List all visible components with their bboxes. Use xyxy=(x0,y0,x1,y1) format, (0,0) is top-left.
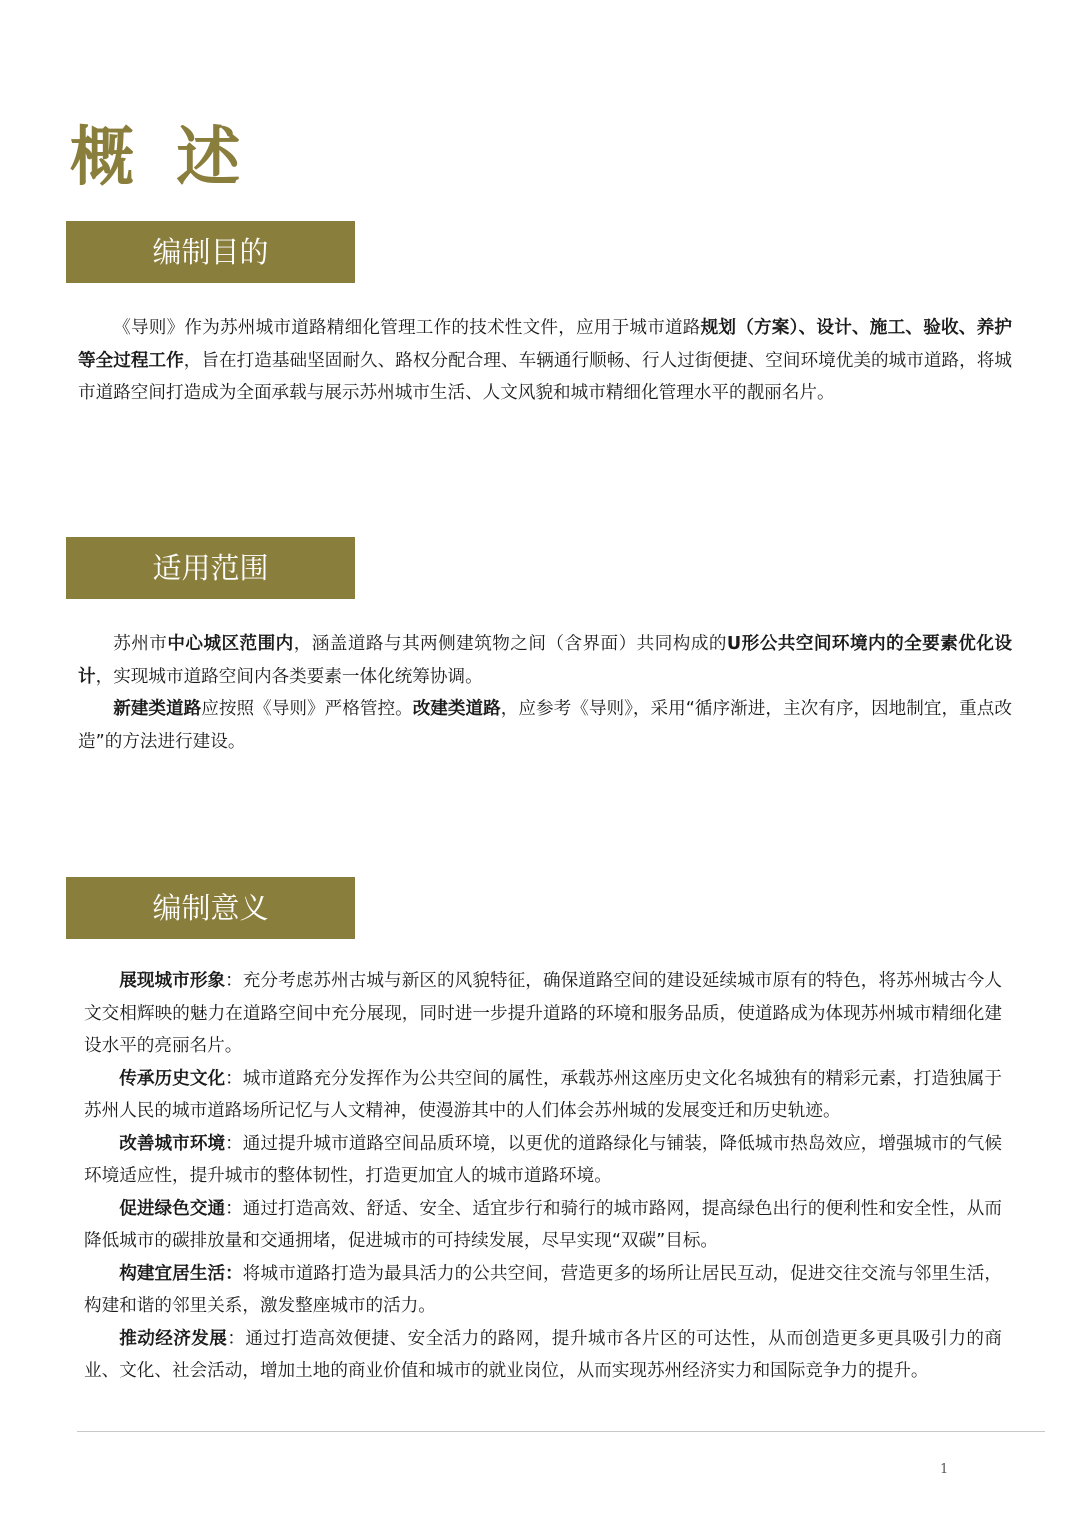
text-run: ，应参考《导则》，采用“循序渐进，主次有序，因地制宜，重点改造”的方法进行建设。 xyxy=(78,699,1012,752)
text-run: ：城市道路充分发挥作为公共空间的属性，承载苏州这座历史文化名城独有的精彩元素，打造独属于苏州人民的城市道路场所记忆与人文精神，使漫游其中的人们体会苏州城的发展变迁和历史轨迹。 xyxy=(84,1068,1002,1121)
paragraph xyxy=(84,965,1002,1063)
paragraph xyxy=(78,312,1012,410)
section-heading-purpose: 编制目的 xyxy=(66,221,355,283)
bold-term: 规划（方案）、设计、施工、验收、养护等全过程工作 xyxy=(78,318,1012,371)
paragraph xyxy=(84,1128,1002,1193)
text-run: ：充分考虑苏州古城与新区的风貌特征，确保道路空间的建设延续城市原有的特色，将苏州城古今人文交相辉映的魅力在道路空间中充分展现，同时进一步提升道路的环境和服务品质，使道路成为体现苏州城市精细化建设水平的亮丽名片。 xyxy=(84,971,1002,1056)
section-body-purpose xyxy=(78,312,1012,410)
page-number: 1 xyxy=(940,1462,949,1477)
text-run: ：通过打造高效、舒适、安全、适宜步行和骑行的城市路网，提高绿色出行的便利性和安全性，从而降低城市的碳排放量和交通拥堵，促进城市的可持续发展，尽早实现“双碳”目标。 xyxy=(84,1198,1002,1251)
bold-term: 促进绿色交通 xyxy=(119,1198,226,1219)
text-run: 将城市道路打造为最具活力的公共空间，营造更多的场所让居民互动，促进交往交流与邻里生活，构建和谐的邻里关系，激发整座城市的活力。 xyxy=(84,1263,1002,1316)
bold-term: 推动经济发展 xyxy=(119,1328,228,1349)
paragraph xyxy=(84,1063,1002,1128)
bold-term: 传承历史文化 xyxy=(119,1068,226,1089)
bold-term: U形公共空间环境内的全要素优化设计 xyxy=(78,634,1012,687)
bold-term: 展现城市形象 xyxy=(119,971,226,991)
section-heading-significance: 编制意义 xyxy=(66,877,355,939)
page-title: 概 述 xyxy=(70,121,251,195)
text-run: 《导则》作为苏州城市道路精细化管理工作的技术性文件，应用于城市道路 xyxy=(113,318,701,338)
section-body-significance xyxy=(84,965,1002,1388)
paragraph xyxy=(78,628,1012,693)
text-run: 苏州市 xyxy=(113,634,168,654)
text-run: ，实现城市道路空间内各类要素一体化统筹协调。 xyxy=(95,666,483,687)
paragraph xyxy=(78,693,1012,758)
text-run: ：通过提升城市道路空间品质环境，以更优的道路绿化与铺装，降低城市热岛效应，增强城市的气候环境适应性，提升城市的整体韧性，打造更加宜人的城市道路环境。 xyxy=(84,1133,1002,1186)
paragraph xyxy=(84,1193,1002,1258)
bold-term: 改善城市环境 xyxy=(119,1133,226,1154)
section-heading-scope: 适用范围 xyxy=(66,537,355,599)
text-run: ，涵盖道路与其两侧建筑物之间（含界面）共同构成的 xyxy=(293,634,727,654)
text-run: ：通过打造高效便捷、安全活力的路网，提升城市各片区的可达性，从而创造更多更具吸引力的商业、文化、社会活动，增加土地的商业价值和城市的就业岗位，从而实现苏州经济实力和国际竞争力的提升。 xyxy=(84,1328,1002,1381)
bold-term: 中心城区范围内 xyxy=(167,634,294,654)
footer-divider xyxy=(77,1431,1045,1432)
bold-term: 构建宜居生活： xyxy=(119,1263,243,1284)
paragraph xyxy=(84,1323,1002,1388)
bold-term: 改建类道路 xyxy=(412,699,501,719)
text-run: 应按照《导则》严格管控。 xyxy=(201,699,413,719)
section-body-scope xyxy=(78,628,1012,758)
bold-term: 新建类道路 xyxy=(113,699,202,719)
text-run: ，旨在打造基础坚固耐久、路权分配合理、车辆通行顺畅、行人过街便捷、空间环境优美的城市道路，将城市道路空间打造成为全面承载与展示苏州城市生活、人文风貌和城市精细化管理水平的靓丽名片。 xyxy=(78,350,1012,403)
paragraph xyxy=(84,1258,1002,1323)
